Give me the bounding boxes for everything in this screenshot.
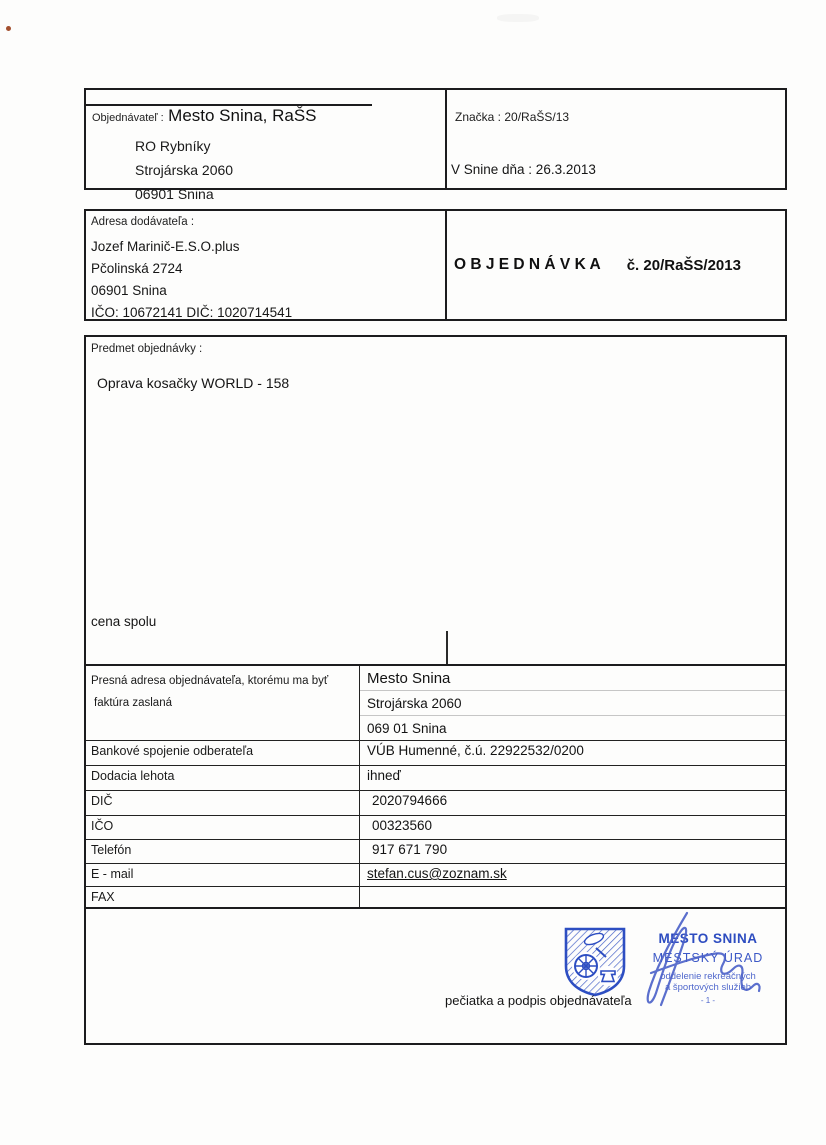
fax-value: [360, 887, 785, 907]
table-row-fax: [86, 887, 785, 907]
dic-value: 2020794666: [372, 793, 448, 808]
supplier-ids: IČO: 10672141 DIČ: 1020714541: [91, 305, 293, 320]
stamp-city-name: MESTO SNINA: [658, 931, 758, 946]
supplier-street: Pčolinská 2724: [91, 261, 183, 276]
supplier-address: [91, 236, 292, 324]
subject-text: Oprava kosačky WORLD - 158: [97, 375, 290, 391]
bank-label: Bankové spojenie odberateľa: [86, 741, 360, 765]
stamp-box: [84, 909, 787, 1045]
bank-value: VÚB Humenné, č.ú. 22922532/0200: [367, 743, 584, 758]
stamp-department-line1: oddelenie rekreačných: [660, 970, 756, 982]
supplier-city: 06901 Snina: [91, 283, 167, 298]
orderer-box-divider: [445, 90, 447, 188]
order-number: č. 20/RaŠS/2013: [626, 256, 741, 274]
supplier-name: Jozef Marinič-E.S.O.plus: [91, 239, 240, 254]
phone-label: Telefón: [86, 840, 360, 863]
stamp-caption: pečiatka a podpis objednávateľa: [445, 993, 632, 1008]
table-row-delivery: [86, 766, 785, 791]
orderer-box: [84, 88, 787, 202]
orderer-name-line: [92, 106, 317, 126]
invoice-address-value-line1: Mesto Snina: [360, 666, 785, 691]
orderer-label: Objednávateľ :: [92, 112, 164, 124]
orderer-address: [135, 134, 233, 206]
issue-date: V Snine dňa : 26.3.2013: [451, 162, 596, 177]
details-table: [84, 666, 787, 909]
order-title: O B J E D N Á V K A: [454, 256, 601, 273]
table-row-phone: [86, 840, 785, 864]
total-price-label: cena spolu: [91, 614, 157, 629]
supplier-box: [84, 209, 787, 321]
email-label: E - mail: [86, 864, 360, 886]
invoice-address-value-line3: 069 01 Snina: [367, 721, 447, 736]
subject-box-tick-line: [446, 631, 448, 664]
orderer-address-line: Strojárska 2060: [135, 162, 234, 178]
email-value: stefan.cus@zoznam.sk: [367, 866, 507, 881]
invoice-address-value: [360, 666, 785, 740]
handwritten-signature: [591, 907, 776, 1019]
orderer-address-line: RO Rybníky: [135, 138, 211, 154]
stamp-index-number: - 1 -: [700, 996, 716, 1006]
invoice-address-label-line1: Presná adresa objednávateľa, ktorému ma byť: [91, 675, 329, 687]
table-row-bank: [86, 741, 785, 766]
orderer-address-line: 06901 Snina: [135, 186, 214, 202]
reference-number: Značka : 20/RaŠS/13: [455, 110, 570, 124]
delivery-label: Dodacia lehota: [86, 766, 360, 790]
subject-box: [84, 335, 787, 666]
fax-label: FAX: [86, 887, 360, 907]
table-row-dic: [86, 791, 785, 816]
subject-label: Predmet objednávky :: [91, 343, 203, 355]
ico-value: 00323560: [372, 818, 433, 833]
dic-label: DIČ: [86, 791, 360, 815]
scan-artifact-smudge: [497, 14, 539, 22]
invoice-address-label-line2: faktúra zaslaná: [94, 697, 172, 709]
phone-value: 917 671 790: [372, 842, 448, 857]
table-row-ico: [86, 816, 785, 840]
ico-label: IČO: [86, 816, 360, 839]
scan-artifact-dot: [6, 26, 11, 31]
delivery-value: ihneď: [367, 768, 401, 783]
table-row-email: [86, 864, 785, 887]
invoice-address-value-line2: Strojárska 2060: [360, 691, 785, 716]
supplier-label: Adresa dodávateľa :: [91, 216, 195, 228]
orderer-name: Mesto Snina, RaŠS: [168, 106, 317, 125]
order-title-cell: [447, 211, 785, 319]
table-row-invoice-address: [86, 666, 785, 741]
invoice-address-label: [86, 666, 360, 740]
stamp-department-line2: a športových služieb: [664, 982, 752, 994]
stamp-office-name: MESTSKÝ ÚRAD: [652, 950, 764, 965]
